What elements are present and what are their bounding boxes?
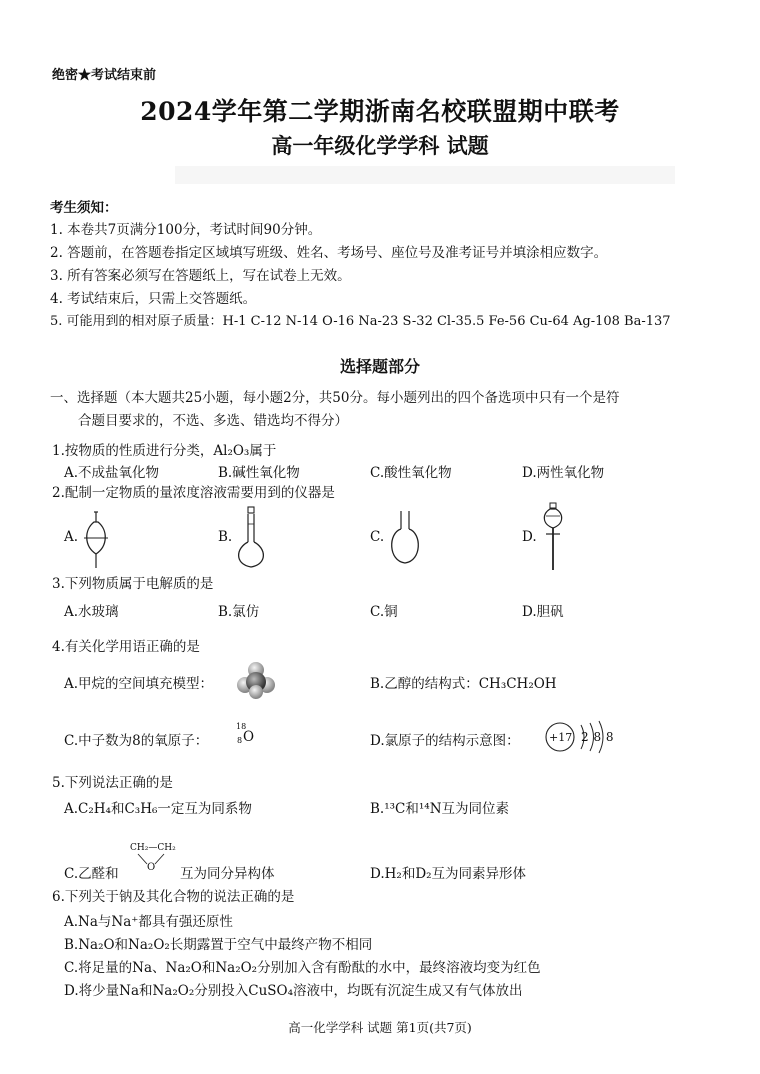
notice-item: 5. 可能用到的相对原子质量：H-1 C-12 N-14 O-16 Na-23 S-32 Cl-35.5 Fe-56 Cu-64 Ag-108 Ba-137 <box>50 314 671 329</box>
section-intro: 合题目要求的，不选、多选、错选均不得分） <box>78 413 348 429</box>
option-b: B.碱性氧化物 <box>218 465 300 481</box>
option-a: A.不成盐氧化物 <box>64 465 160 481</box>
question-stem: 2.配制一定物质的量浓度溶液需要用到的仪器是 <box>52 485 335 501</box>
epoxide-top: CH₂—CH₂ <box>130 843 176 853</box>
option-c: C.中子数为8的氧原子： <box>64 733 209 749</box>
methane-model-icon <box>236 660 276 700</box>
volumetric-flask-icon <box>232 506 272 570</box>
question-stem: 6.下列关于钠及其化合物的说法正确的是 <box>52 889 295 905</box>
dropping-funnel-icon <box>538 502 568 574</box>
option-c: C.乙醛和 <box>64 866 119 882</box>
option-d: D.两性氧化物 <box>522 465 605 481</box>
electron-shells: 2 8 8 <box>581 730 615 744</box>
option-b: B.Na₂O和Na₂O₂长期露置于空气中最终产物不相同 <box>64 937 373 953</box>
page-footer: 高一化学学科 试题 第1页(共7页) <box>288 1020 472 1035</box>
notice-item: 2. 答题前，在答题卷指定区域填写班级、姓名、考场号、座位号及准考证号并填涂相应数字。 <box>50 245 608 261</box>
option-c: C.酸性氧化物 <box>370 465 452 481</box>
round-bottom-flask-icon <box>386 509 426 567</box>
secret-label: 绝密★考试结束前 <box>52 68 157 83</box>
section-intro: 一、选择题（本大题共25小题，每小题2分，共50分。每小题列出的四个备选项中只有一个是符 <box>50 390 620 406</box>
section-title: 选择题部分 <box>339 357 420 376</box>
option-a: A.C₂H₄和C₃H₆一定互为同系物 <box>64 801 252 817</box>
notice-item: 1. 本卷共7页满分100分，考试时间90分钟。 <box>50 222 322 238</box>
option-c: C.铜 <box>370 604 398 620</box>
option-a: A.甲烷的空间填充模型： <box>64 676 214 692</box>
question-stem: 3.下列物质属于电解质的是 <box>52 576 214 592</box>
option-c-tail: 互为同分异构体 <box>180 866 275 882</box>
question-stem: 1.按物质的性质进行分类，Al₂O₃属于 <box>52 443 277 459</box>
element-symbol: O <box>243 729 255 745</box>
option-d: D.胆矾 <box>522 604 564 620</box>
option-d: D.将少量Na和Na₂O₂分别投入CuSO₄溶液中，均既有沉淀生成又有气体放出 <box>64 983 523 999</box>
epoxide-oxygen: O <box>147 862 156 873</box>
option-a: A. <box>64 529 79 545</box>
nucleus-charge: +17 <box>549 731 573 744</box>
atomic-number: 8 <box>237 736 243 745</box>
option-d: D.氯原子的结构示意图： <box>370 733 520 749</box>
notice-heading: 考生须知： <box>50 200 118 216</box>
notice-item: 3. 所有答案必须写在答题纸上，写在试卷上无效。 <box>50 268 351 284</box>
option-b: B.氯仿 <box>218 604 260 620</box>
option-b: B.¹³C和¹⁴N互为同位素 <box>370 801 510 817</box>
option-b: B.乙醇的结构式：CH₃CH₂OH <box>370 676 557 692</box>
option-d: D. <box>522 529 537 545</box>
question-stem: 5.下列说法正确的是 <box>52 775 173 791</box>
option-c: C.将足量的Na、Na₂O和Na₂O₂分别加入含有酚酞的水中，最终溶液均变为红色 <box>64 960 541 976</box>
blank-strip <box>175 166 675 184</box>
question-stem: 4.有关化学用语正确的是 <box>52 639 200 655</box>
exam-subtitle: 高一年级化学学科 试题 <box>271 133 489 158</box>
notice-item: 4. 考试结束后，只需上交答题纸。 <box>50 291 257 307</box>
option-d: D.H₂和D₂互为同素异形体 <box>370 866 527 882</box>
separatory-funnel-icon <box>82 510 122 572</box>
mass-number: 18 <box>236 722 247 731</box>
option-c: C. <box>370 529 385 545</box>
option-a: A.Na与Na⁺都具有强还原性 <box>64 914 233 930</box>
option-a: A.水玻璃 <box>64 604 119 620</box>
option-b: B. <box>218 529 233 545</box>
exam-title: 2024学年第二学期浙南名校联盟期中联考 <box>140 97 620 126</box>
